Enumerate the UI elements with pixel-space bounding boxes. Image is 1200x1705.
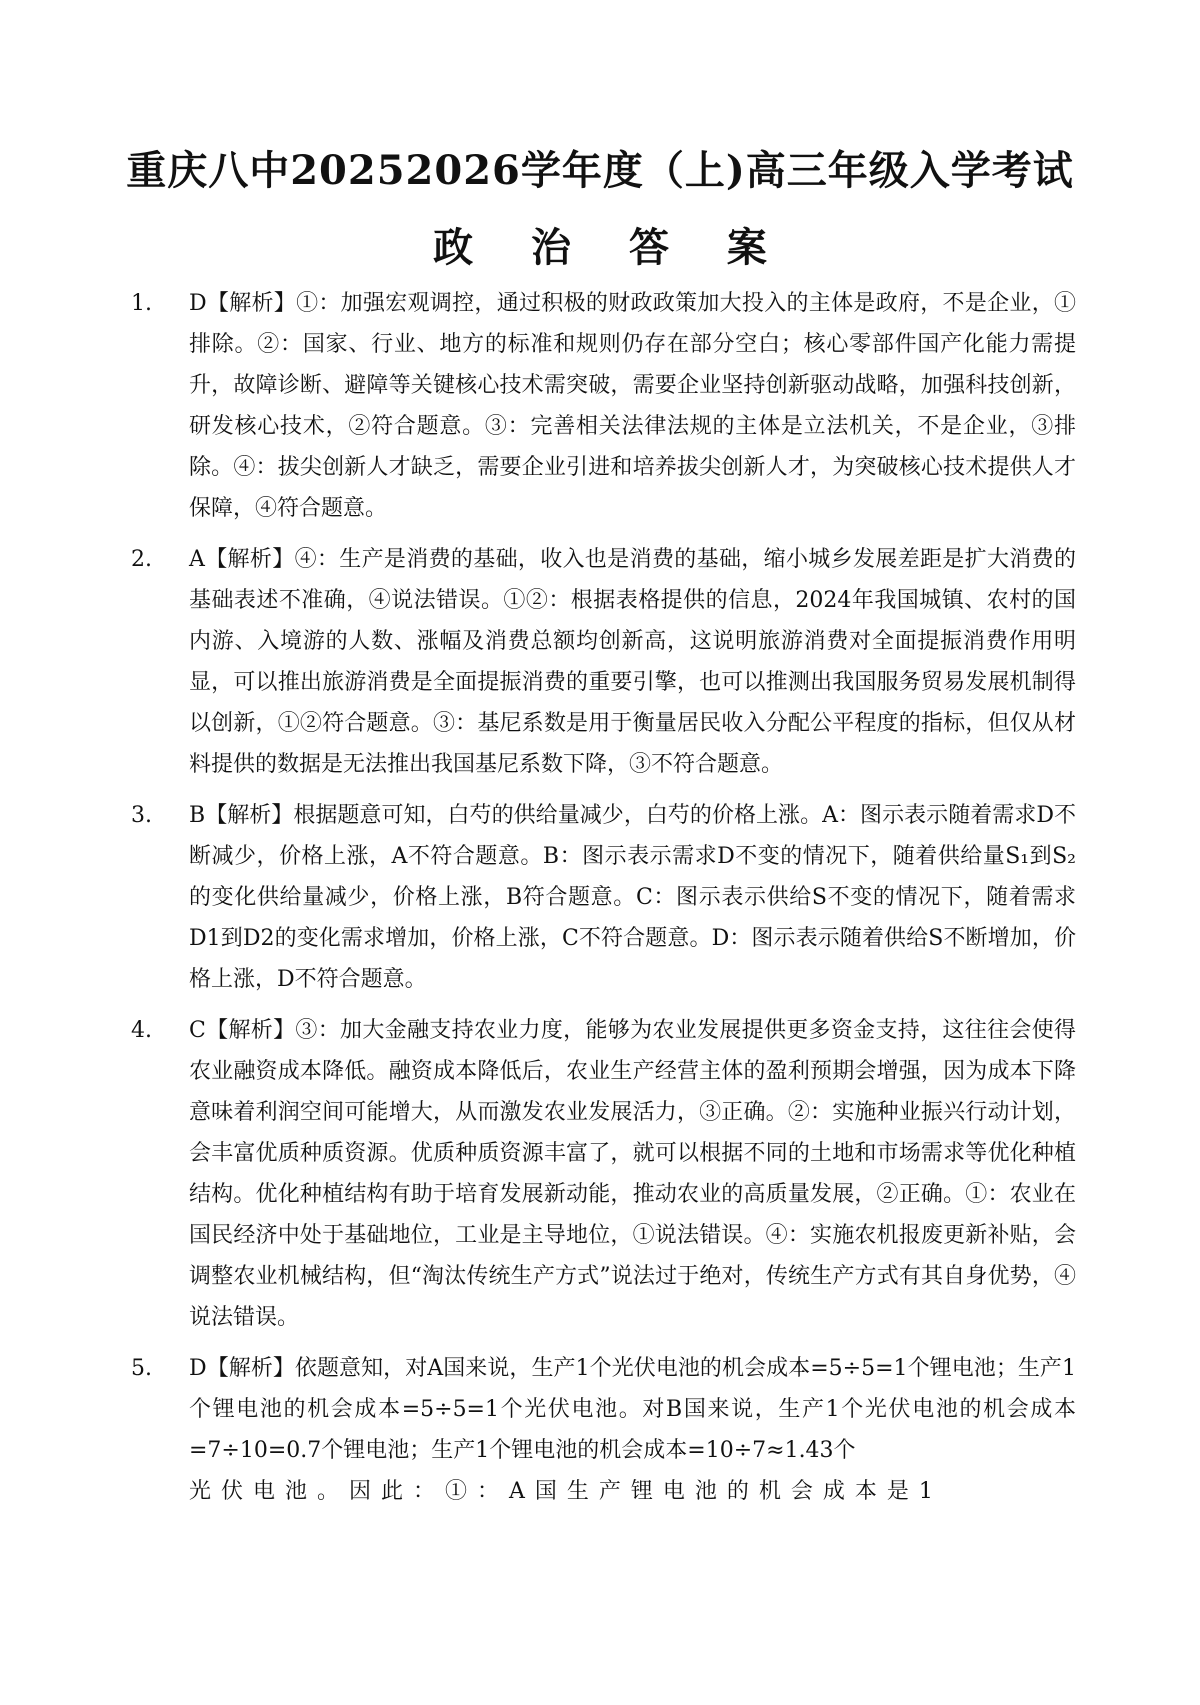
answer-item-1 (131, 283, 1076, 529)
answer-number: 3. (131, 803, 152, 828)
answer-item-3 (131, 795, 1076, 1000)
answer-text: B【解析】根据题意可知，白芍的供给量减少，白芍的价格上涨。A：图示表示随着需求D不断减少，价格上涨，A不符合题意。B：图示表示需求D不变的情况下，随着供给量S₁到S₂的变化供给量减少，价格上涨，B符合题意。C：图示表示供给S不变的情况下，随着需求D1到D2的变化需求增加，价格上涨，C不符合题意。D：图示表示随着供给S不断增加，价格上涨，D不符合题意。 (189, 803, 1076, 992)
answer-item-5 (131, 1348, 1076, 1512)
page-subtitle: 政 治 答 案 (433, 224, 789, 271)
page-title: 重庆八中20252026学年度（上)高三年级入学考试 (126, 147, 1074, 194)
answer-text: D【解析】依题意知，对A国来说，生产1个光伏电池的机会成本=5÷5=1个锂电池；生产1个锂电池的机会成本=5÷5=1个光伏电池。对B国来说，生产1个光伏电池的机会成本=7÷10=0.7个锂电池；生产1个锂电池的机会成本=10÷7≈1.43个 (189, 1356, 1076, 1463)
answer-text: D【解析】①：加强宏观调控，通过积极的财政政策加大投入的主体是政府，不是企业，①排除。②：国家、行业、地方的标准和规则仍存在部分空白；核心零部件国产化能力需提升，故障诊断、避障等关键核心技术需突破，需要企业坚持创新驱动战略，加强科技创新，研发核心技术，②符合题意。③：完善相关法律法规的主体是立法机关，不是企业，③排除。④：拔尖创新人才缺乏，需要企业引进和培养拔尖创新人才，为突破核心技术提供人才保障，④符合题意。 (189, 291, 1076, 521)
answer-number: 4. (131, 1018, 152, 1043)
answer-text: C【解析】③：加大金融支持农业力度，能够为农业发展提供更多资金支持，这往往会使得农业融资成本降低。融资成本降低后，农业生产经营主体的盈利预期会增强，因为成本下降意味着利润空间可能增大，从而激发农业发展活力，③正确。②：实施种业振兴行动计划，会丰富优质种质资源。优质种质资源丰富了，就可以根据不同的土地和市场需求等优化种植结构。优化种植结构有助于培育发展新动能，推动农业的高质量发展，②正确。①：农业在国民经济中处于基础地位，工业是主导地位，①说法错误。④：实施农机报废更新补贴，会调整农业机械结构，但“淘汰传统生产方式”说法过于绝对，传统生产方式有其自身优势，④说法错误。 (189, 1018, 1076, 1330)
answer-number: 1. (131, 291, 152, 316)
answer-text: A【解析】④：生产是消费的基础，收入也是消费的基础，缩小城乡发展差距是扩大消费的基础表述不准确，④说法错误。①②：根据表格提供的信息，2024年我国城镇、农村的国内游、入境游的人数、涨幅及消费总额均创新高，这说明旅游消费对全面提振消费作用明显，可以推出旅游消费是全面提振消费的重要引擎，也可以推测出我国服务贸易发展机制得以创新，①②符合题意。③：基尼系数是用于衡量居民收入分配公平程度的指标，但仅从材料提供的数据是无法推出我国基尼系数下降，③不符合题意。 (189, 547, 1076, 777)
answer-item-4 (131, 1010, 1076, 1338)
answer-text-continued: 光伏电池。因此：①：A国生产锂电池的机会成本是1 (189, 1479, 943, 1504)
answer-text-wrap (189, 1348, 1076, 1512)
answer-list (131, 283, 1076, 1522)
answer-number: 2. (131, 547, 152, 572)
answer-item-2 (131, 539, 1076, 785)
answer-number: 5. (131, 1356, 152, 1381)
